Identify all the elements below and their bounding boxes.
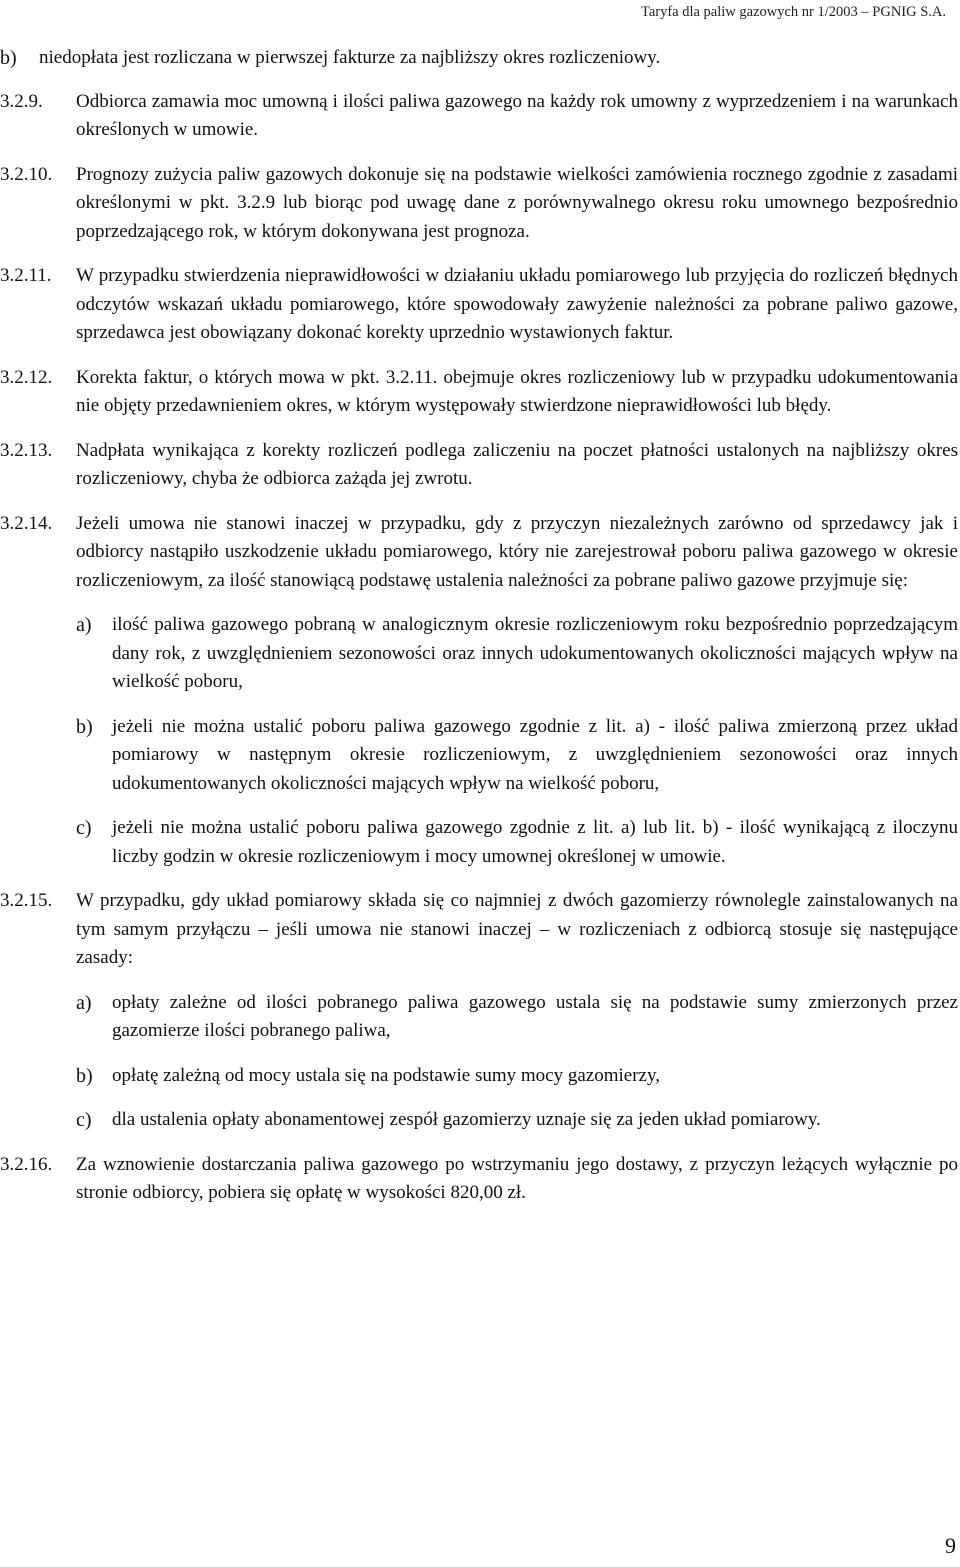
paragraph-text: Odbiorca zamawia moc umowną i ilości paliwa gazowego na każdy rok umowny z wyprzedzeniem i na warunkach określonych w umowie. <box>76 90 958 140</box>
page-number: 9 <box>945 1533 956 1558</box>
list-item-b <box>0 1062 958 1091</box>
list-item-letter: b) <box>76 715 93 738</box>
paragraph-3-2-12 <box>0 364 958 421</box>
paragraph-3-2-10 <box>0 161 958 247</box>
paragraph-number: 3.2.12. <box>0 366 53 388</box>
paragraph-text: Za wznowienie dostarczania paliwa gazowego po wstrzymaniu jego dostawy, z przyczyn leżących wyłącznie po stronie odbiorcy, pobiera się opłatę w wysokości 820,00 zł. <box>76 1153 958 1203</box>
list-item-letter: a) <box>76 991 92 1014</box>
list-item-text: opłatę zależną od mocy ustala się na podstawie sumy mocy gazomierzy, <box>112 1064 660 1086</box>
paragraph-number: 3.2.13. <box>0 439 53 461</box>
paragraph-text: Prognozy zużycia paliw gazowych dokonuje się na podstawie wielkości zamówienia rocznego zgodnie z zasadami określonymi w pkt. 3.2.9 lub biorąc pod uwagę dane z porównywalnego okresu roku umownego bezpośrednio poprzedzającego rok, w którym dokonywana jest prognoza. <box>76 163 958 242</box>
paragraph-3-2-15 <box>0 887 958 973</box>
list-item-letter: c) <box>76 817 92 839</box>
paragraph-number: 3.2.11. <box>0 265 52 286</box>
paragraph-text: W przypadku stwierdzenia nieprawidłowości w działaniu układu pomiarowego lub przyjęcia do rozliczeń błędnych odczytów wskazań układu pomiarowego, które spowodowały zawyżenie należności za pobrane paliwo gazowe, sprzedawca jest obowiązany dokonać korekty uprzednio wystawionych faktur. <box>76 265 958 343</box>
list-item-text: jeżeli nie można ustalić poboru paliwa gazowego zgodnie z lit. a) lub lit. b) - ilość wynikającą z iloczynu liczby godzin w okresie rozliczeniowym i mocy umownej określonej w umowie. <box>112 817 958 867</box>
paragraph-number: 3.2.15. <box>0 890 53 911</box>
list-item-text: dla ustalenia opłaty abonamentowej zespół gazomierzy uznaje się za jeden układ pomiarowy. <box>112 1109 821 1130</box>
paragraph-3-2-9 <box>0 88 958 145</box>
list-item-text: jeżeli nie można ustalić poboru paliwa gazowego zgodnie z lit. a) - ilość paliwa zmierzoną przez układ pomiarowy w następnym okresie rozliczeniowym, z uwzględnieniem sezonowości oraz innych udokumentowanych okoliczności mających wpływ na wielkość poboru, <box>112 715 958 794</box>
intro-list-item <box>0 44 958 73</box>
list-item-letter: c) <box>76 1109 92 1131</box>
paragraph-text: Jeżeli umowa nie stanowi inaczej w przypadku, gdy z przyczyn niezależnych zarówno od sprzedawcy jak i odbiorcy nastąpiło uszkodzenie układu pomiarowego, który nie zarejestrował poboru paliwa gazowego w okresie rozliczeniowym, za ilość stanowiącą podstawę ustalenia należności za pobrane paliwo gazowe przyjmuje się: <box>76 512 958 591</box>
paragraph-number: 3.2.10. <box>0 163 53 185</box>
list-item-c <box>0 1106 958 1135</box>
document-body <box>0 44 958 1224</box>
list-item-text: ilość paliwa gazowego pobraną w analogicznym okresie rozliczeniowym roku bezpośrednio poprzedzającym dany rok, z uwzględnieniem sezonowości oraz innych udokumentowanych okoliczności mających wpływ na wielkość poboru, <box>112 614 958 692</box>
list-item-letter: a) <box>76 614 92 636</box>
paragraph-number: 3.2.16. <box>0 1153 53 1175</box>
list-item-a <box>0 611 958 697</box>
paragraph-text: Nadpłata wynikająca z korekty rozliczeń podlega zaliczeniu na poczet płatności ustalonych na najbliższy okres rozliczeniowy, chyba że odbiorca zażąda jej zwrotu. <box>76 439 958 489</box>
list-item-letter: b) <box>0 47 17 69</box>
paragraph-number: 3.2.9. <box>0 90 43 112</box>
running-header: Taryfa dla paliw gazowych nr 1/2003 – PGNIG S.A. <box>640 4 946 20</box>
paragraph-text: W przypadku, gdy układ pomiarowy składa się co najmniej z dwóch gazomierzy równolegle zainstalowanych na tym samym przyłączu – jeśli umowa nie stanowi inaczej – w rozliczeniach z odbiorcą stosuje się następujące zasady: <box>76 890 958 968</box>
paragraph-number: 3.2.14. <box>0 512 53 534</box>
list-item-b <box>0 713 958 799</box>
list-item-text: opłaty zależne od ilości pobranego paliwa gazowego ustala się na podstawie sumy zmierzonych przez gazomierze ilości pobranego paliwa, <box>112 991 958 1041</box>
paragraph-text: Korekta faktur, o których mowa w pkt. 3.2.11. obejmuje okres rozliczeniowy lub w przypadku udokumentowania nie objęty przedawnieniem okres, w którym występowały stwierdzone nieprawidłowości lub błędy. <box>76 366 958 416</box>
paragraph-3-2-14 <box>0 510 958 596</box>
list-item-c <box>0 814 958 871</box>
paragraph-3-2-13 <box>0 437 958 494</box>
paragraph-3-2-16 <box>0 1151 958 1208</box>
list-item-a <box>0 989 958 1046</box>
list-item-text: niedopłata jest rozliczana w pierwszej fakturze za najbliższy okres rozliczeniowy. <box>39 47 661 68</box>
list-item-letter: b) <box>76 1064 93 1087</box>
paragraph-3-2-11 <box>0 262 958 348</box>
